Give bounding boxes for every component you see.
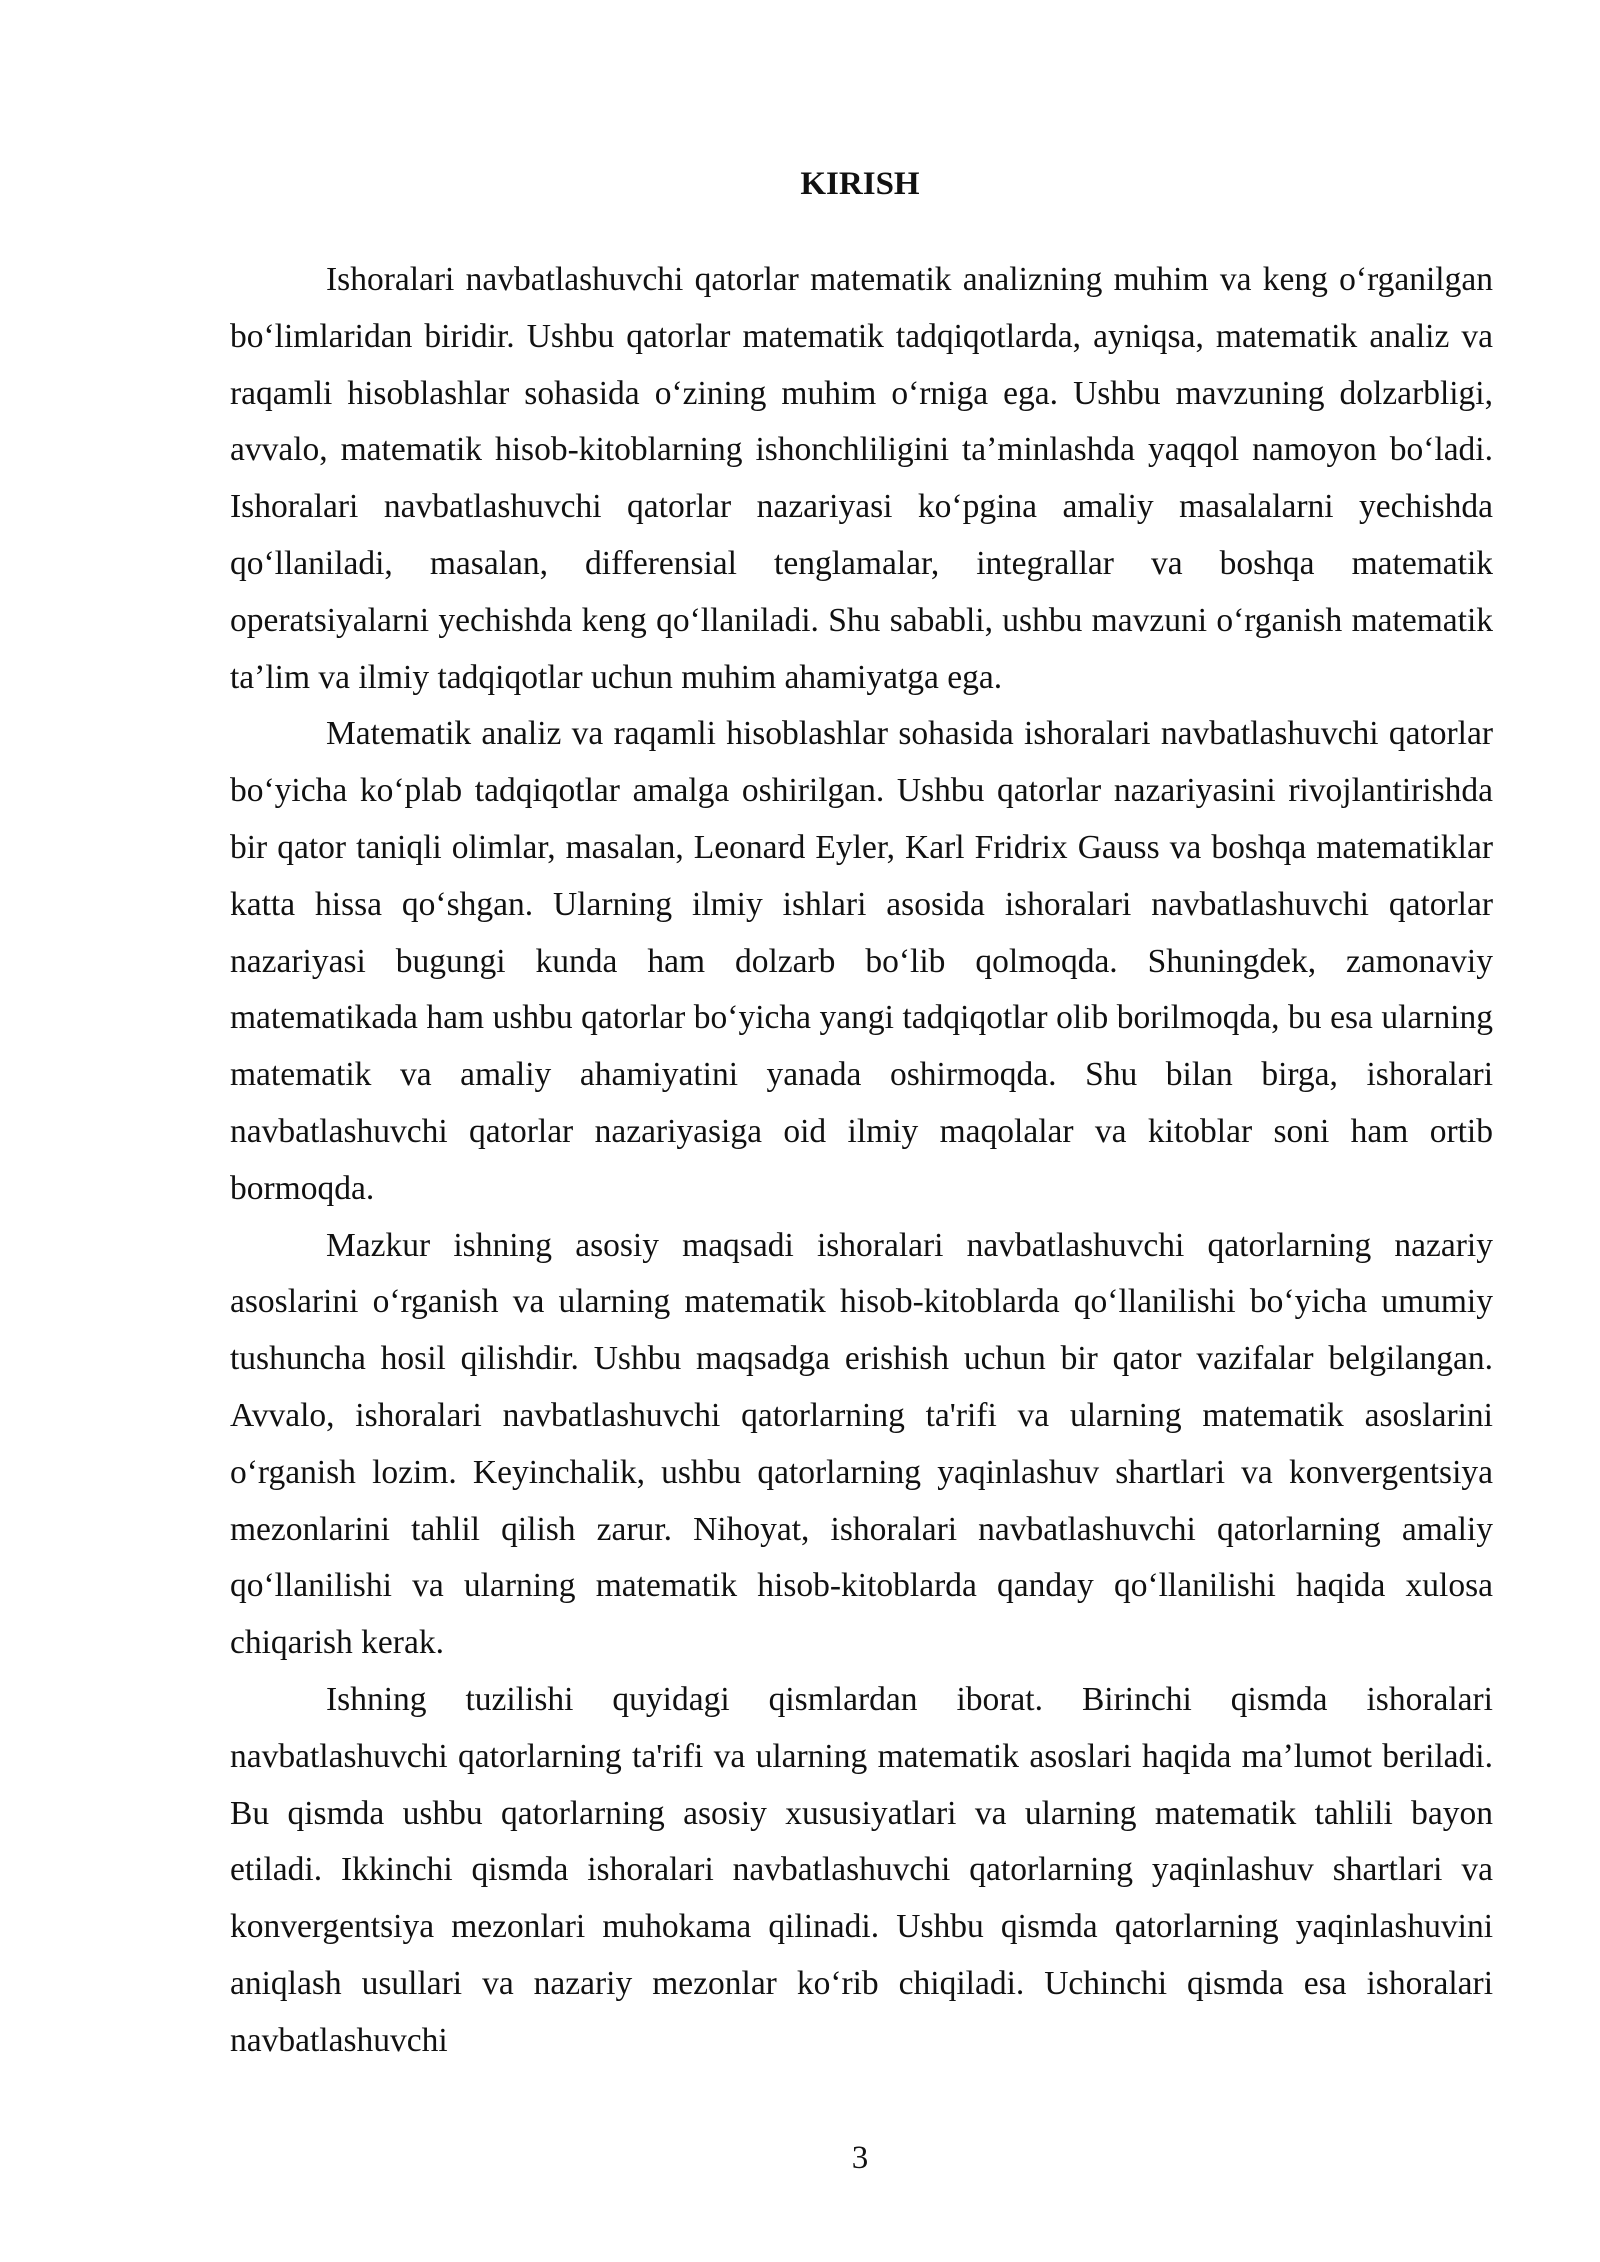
body-text [230,252,1493,2070]
paragraph-research-overview: Matematik analiz va raqamli hisoblashlar sohasida ishoralari navbatlashuvchi qatorlar boʻyicha koʻplab tadqiqotlar amalga oshirilgan. Ushbu qatorlar nazariyasini rivojlantirishda bir qator taniqli olimlar, masalan, Leonard Eyler, Karl Fridrix Gauss va boshqa matematiklar katta hissa qoʻshgan. Ularning ilmiy ishlari asosida ishoralari navbatlashuvchi qatorlar nazariyasi bugungi kunda ham dolzarb boʻlib qolmoqda. Shuningdek, zamonaviy matematikada ham ushbu qatorlar boʻyicha yangi tadqiqotlar olib borilmoqda, bu esa ularning matematik va amaliy ahamiyatini yanada oshirmoqda. Shu bilan birga, ishoralari navbatlashuvchi qatorlar nazariyasiga oid ilmiy maqolalar va kitoblar soni ham ortib bormoqda. [230,715,1493,1207]
section-heading: KIRISH [800,166,920,202]
page-number: 3 [851,2140,869,2176]
paragraph-relevance: Ishoralari navbatlashuvchi qatorlar matematik analizning muhim va keng oʻrganilgan boʻlimlaridan biridir. Ushbu qatorlar matematik tadqiqotlarda, ayniqsa, matematik analiz va raqamli hisoblashlar sohasida oʻzining muhim oʻrniga ega. Ushbu mavzuning dolzarbligi, avvalo, matematik hisob-kitoblarning ishonchliligini taʼminlashda yaqqol namoyon boʻladi. Ishoralari navbatlashuvchi qatorlar nazariyasi koʻpgina amaliy masalalarni yechishda qoʻllaniladi, masalan, differensial tenglamalar, integrallar va boshqa matematik operatsiyalarni yechishda keng qoʻllaniladi. Shu sababli, ushbu mavzuni oʻrganish matematik taʼlim va ilmiy tadqiqotlar uchun muhim ahamiyatga ega. [230,261,1493,696]
paragraph-structure: Ishning tuzilishi quyidagi qismlardan iborat. Birinchi qismda ishoralari navbatlashuvchi qatorlarning ta'rifi va ularning matematik asoslari haqida maʼlumot beriladi. Bu qismda ushbu qatorlarning asosiy xususiyatlari va ularning matematik tahlili bayon etiladi. Ikkinchi qismda ishoralari navbatlashuvchi qatorlarning yaqinlashuv shartlari va konvergentsiya mezonlari muhokama qilinadi. Ushbu qismda qatorlarning yaqinlashuvini aniqlash usullari va nazariy mezonlar koʻrib chiqiladi. Uchinchi qismda esa ishoralari navbatlashuvchi [230,1680,1493,2059]
paragraph-goals: Mazkur ishning asosiy maqsadi ishoralari navbatlashuvchi qatorlarning nazariy asoslarini oʻrganish va ularning matematik hisob-kitoblarda qoʻllanilishi boʻyicha umumiy tushuncha hosil qilishdir. Ushbu maqsadga erishish uchun bir qator vazifalar belgilangan. Avvalo, ishoralari navbatlashuvchi qatorlarning ta'rifi va ularning matematik asoslarini oʻrganish lozim. Keyinchalik, ushbu qatorlarning yaqinlashuv shartlari va konvergentsiya mezonlarini tahlil qilish zarur. Nihoyat, ishoralari navbatlashuvchi qatorlarning amaliy qoʻllanilishi va ularning matematik hisob-kitoblarda qanday qoʻllanilishi haqida xulosa chiqarish kerak. [230,1226,1493,1662]
